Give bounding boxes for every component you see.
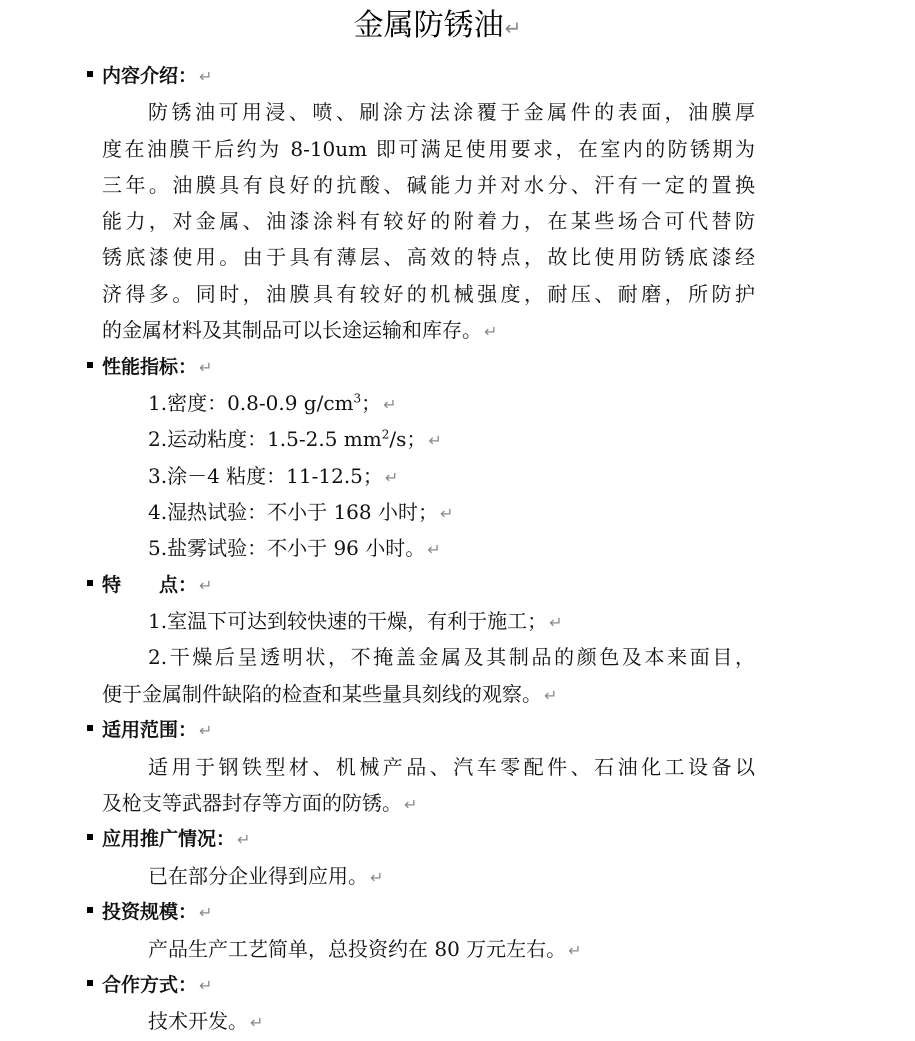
bullet-icon <box>87 834 93 840</box>
superscript: 2 <box>381 427 390 442</box>
paragraph-mark-icon: ↵ <box>250 1013 264 1032</box>
paragraph-mark-icon: ↵ <box>370 868 384 887</box>
heading-text: 应用推广情况： <box>102 828 236 850</box>
paragraph-mark-icon: ↵ <box>199 67 213 86</box>
feature-text: 1.室温下可达到较快速的干燥，有利于施工； <box>148 609 548 633</box>
spec-item-viscosity <box>148 427 442 453</box>
feature-item-1 <box>148 609 563 635</box>
spec-text: 3.涂－4 粘度：11-12.5； <box>148 464 383 488</box>
paragraph-mark-icon: ↵ <box>199 358 213 377</box>
spec-text: /s； <box>389 427 427 451</box>
paragraph-mark-icon: ↵ <box>404 795 418 814</box>
section-heading-application <box>102 827 250 852</box>
spec-item-humidity <box>148 500 453 526</box>
feature-item-2-line-1: 2.干燥后呈透明状，不掩盖金属及其制品的颜色及本来面目， <box>148 645 755 669</box>
spec-text: 2.运动粘度：1.5-2.5 mm <box>148 427 382 451</box>
bullet-icon <box>87 725 93 731</box>
paragraph-mark-icon: ↵ <box>199 721 213 740</box>
scope-line-1: 适用于钢铁型材、机械产品、汽车零配件、石油化工设备以 <box>148 755 755 779</box>
intro-line-6: 济得多。同时，油膜具有较好的机械强度，耐压、耐磨，所防护 <box>102 282 755 306</box>
paragraph-mark-icon: ↵ <box>428 431 442 450</box>
section-heading-investment <box>102 900 212 925</box>
investment-text <box>148 937 582 963</box>
spec-text: 4.湿热试验：不小于 168 小时； <box>148 500 438 524</box>
bullet-icon <box>87 907 93 913</box>
scope-line-2 <box>102 791 417 817</box>
intro-line-1: 防锈油可用浸、喷、刷涂方法涂覆于金属件的表面，油膜厚 <box>148 100 755 124</box>
intro-line-7 <box>102 318 497 344</box>
spec-item-density <box>148 391 397 417</box>
paragraph-mark-icon: ↵ <box>544 686 558 705</box>
spec-text: 5.盐雾试验：不小于 96 小时。 <box>148 536 426 560</box>
intro-line-3: 三年。油膜具有良好的抗酸、碱能力并对水分、汗有一定的置换 <box>102 173 755 197</box>
paragraph-mark-icon: ↵ <box>199 976 213 995</box>
superscript: 3 <box>353 391 362 406</box>
heading-text: 适用范围： <box>102 719 198 741</box>
document-title <box>0 6 875 48</box>
section-heading-features <box>102 573 212 598</box>
paragraph-mark-icon: ↵ <box>427 540 441 559</box>
bullet-icon <box>87 580 93 586</box>
section-heading-specs <box>102 355 212 380</box>
feature-item-2-line-2 <box>102 682 557 708</box>
paragraph-mark-icon: ↵ <box>484 322 498 341</box>
paragraph-mark-icon: ↵ <box>383 395 397 414</box>
cooperation-body: 技术开发。 <box>148 1009 248 1033</box>
paragraph-mark-icon: ↵ <box>199 576 213 595</box>
title-text: 金属防锈油 <box>353 8 504 43</box>
paragraph-mark-icon: ↵ <box>504 16 522 40</box>
intro-line-7-text: 的金属材料及其制品可以长途运输和库存。 <box>102 318 482 342</box>
paragraph-mark-icon: ↵ <box>384 468 399 487</box>
section-heading-intro <box>102 64 212 89</box>
paragraph-mark-icon: ↵ <box>237 830 251 849</box>
spec-item-coating <box>148 464 398 490</box>
spec-text: ； <box>361 391 382 415</box>
scope-text: 及枪支等武器封存等方面的防锈。 <box>102 791 402 815</box>
section-heading-cooperation <box>102 973 212 998</box>
spec-text: 1.密度：0.8-0.9 g/cm <box>148 391 354 415</box>
paragraph-mark-icon: ↵ <box>549 613 563 632</box>
spec-item-salt-spray <box>148 536 441 562</box>
bullet-icon <box>87 980 93 986</box>
section-heading-scope <box>102 718 212 743</box>
intro-line-2: 度在油膜干后约为 8-10um 即可满足使用要求，在室内的防锈期为 <box>102 137 755 161</box>
application-body: 已在部分企业得到应用。 <box>148 864 368 888</box>
application-text <box>148 864 383 890</box>
feature-text: 便于金属制件缺陷的检查和某些量具刻线的观察。 <box>102 682 542 706</box>
paragraph-mark-icon: ↵ <box>439 504 454 523</box>
paragraph-mark-icon: ↵ <box>199 903 213 922</box>
cooperation-text <box>148 1009 263 1035</box>
heading-text: 内容介绍： <box>102 65 198 87</box>
heading-text: 特 点： <box>102 574 198 596</box>
investment-body: 产品生产工艺简单，总投资约在 80 万元左右。 <box>148 937 567 961</box>
intro-line-5: 锈底漆使用。由于具有薄层、高效的特点，故比使用防锈底漆经 <box>102 245 755 269</box>
bullet-icon <box>87 362 93 368</box>
heading-text: 性能指标： <box>102 356 198 378</box>
bullet-icon <box>87 71 93 77</box>
heading-text: 投资规模： <box>102 901 198 923</box>
paragraph-mark-icon: ↵ <box>568 941 582 960</box>
intro-line-4: 能力，对金属、油漆涂料有较好的附着力，在某些场合可代替防 <box>102 209 755 233</box>
heading-text: 合作方式： <box>102 974 198 996</box>
